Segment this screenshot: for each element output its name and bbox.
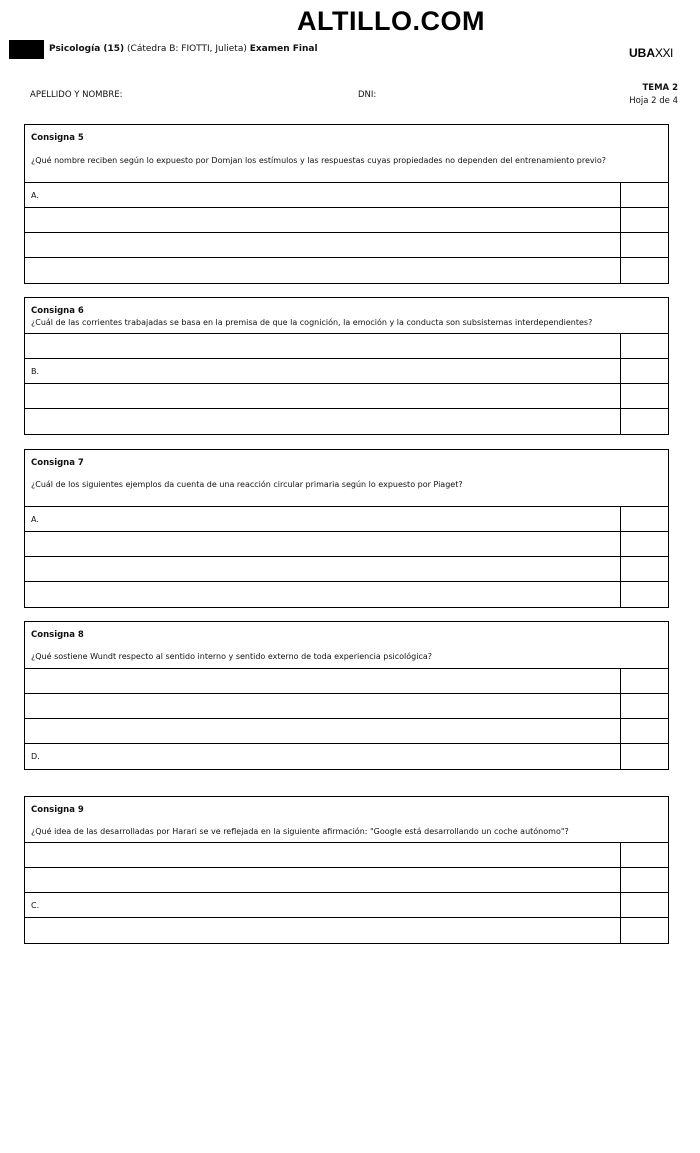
answer-row[interactable]	[25, 507, 668, 532]
consigna-label: Consigna 6	[31, 306, 84, 316]
answer-row[interactable]	[25, 183, 668, 208]
option-letter: A.	[31, 515, 39, 524]
tema-block	[629, 82, 678, 108]
consigna-7	[24, 449, 669, 608]
answer-row[interactable]	[25, 557, 668, 582]
course-name: Psicología (15)	[49, 44, 125, 54]
answer-row[interactable]	[25, 918, 668, 943]
answer-box[interactable]	[622, 258, 668, 283]
consigna-header	[25, 125, 668, 183]
tema-title: TEMA 2	[642, 83, 678, 93]
answer-row[interactable]	[25, 258, 668, 283]
answer-box[interactable]	[622, 669, 668, 693]
answer-row[interactable]	[25, 694, 668, 719]
consigna-6	[24, 297, 669, 435]
consigna-header	[25, 298, 668, 334]
consigna-8	[24, 621, 669, 770]
answer-box[interactable]	[622, 507, 668, 531]
answer-box[interactable]	[622, 334, 668, 358]
answer-row[interactable]	[25, 208, 668, 233]
consigna-header	[25, 450, 668, 507]
option-letter: A.	[31, 191, 39, 200]
answer-row[interactable]	[25, 719, 668, 744]
option-letter: B.	[31, 367, 40, 376]
redaction-box	[9, 40, 44, 59]
consigna-5	[24, 124, 669, 284]
answer-row[interactable]	[25, 669, 668, 694]
consigna-label: Consigna 8	[31, 630, 84, 640]
catedra: (Cátedra B: FIOTTI, Julieta)	[127, 44, 247, 54]
answer-box[interactable]	[622, 719, 668, 743]
answer-box[interactable]	[622, 843, 668, 867]
consigna-header	[25, 622, 668, 669]
answer-box[interactable]	[622, 532, 668, 556]
answer-row[interactable]	[25, 582, 668, 607]
answer-box[interactable]	[622, 557, 668, 581]
answer-box[interactable]	[622, 233, 668, 257]
consigna-question: ¿Qué idea de las desarrolladas por Harari se ve reflejada en la siguiente afirmación: "Google está desarrollando un coche autónomo"?	[31, 827, 569, 836]
page-indicator: Hoja 2 de 4	[629, 96, 678, 106]
consigna-question: ¿Cuál de las corrientes trabajadas se basa en la premisa de que la cognición, la emoción y la conducta son subsistemas interdependientes?	[31, 318, 593, 327]
answer-box[interactable]	[622, 409, 668, 434]
consigna-label: Consigna 7	[31, 458, 84, 468]
consigna-9	[24, 796, 669, 944]
consigna-question: ¿Qué nombre reciben según lo expuesto por Domjan los estímulos y las respuestas cuyas propiedades no dependen del entrenamiento previo?	[31, 156, 606, 165]
answer-row[interactable]	[25, 893, 668, 918]
consigna-question: ¿Cuál de los siguientes ejemplos da cuenta de una reacción circular primaria según lo expuesto por Piaget?	[31, 480, 463, 489]
option-letter: D.	[31, 752, 40, 761]
logo-uba: UBA	[629, 46, 655, 60]
answer-box[interactable]	[622, 694, 668, 718]
consigna-header	[25, 797, 668, 843]
uba-xxi-logo	[629, 46, 673, 60]
answer-box[interactable]	[622, 893, 668, 917]
answer-row[interactable]	[25, 868, 668, 893]
site-title: ALTILLO.COM	[297, 6, 485, 36]
option-letter: C.	[31, 901, 40, 910]
name-label: APELLIDO Y NOMBRE:	[30, 90, 123, 100]
answer-box[interactable]	[622, 918, 668, 943]
answer-box[interactable]	[622, 868, 668, 892]
answer-box[interactable]	[622, 208, 668, 232]
answer-row[interactable]	[25, 233, 668, 258]
exam-title	[49, 44, 318, 54]
dni-label: DNI:	[358, 90, 377, 100]
answer-row[interactable]	[25, 334, 668, 359]
answer-row[interactable]	[25, 409, 668, 434]
answer-row[interactable]	[25, 532, 668, 557]
answer-row[interactable]	[25, 843, 668, 868]
consigna-label: Consigna 9	[31, 805, 84, 815]
exam-type: Examen Final	[249, 44, 318, 54]
answer-row[interactable]	[25, 744, 668, 769]
answer-box[interactable]	[622, 359, 668, 383]
answer-box[interactable]	[622, 384, 668, 408]
answer-row[interactable]	[25, 384, 668, 409]
consigna-label: Consigna 5	[31, 133, 84, 143]
answer-box[interactable]	[622, 582, 668, 607]
answer-row[interactable]	[25, 359, 668, 384]
answer-box[interactable]	[622, 183, 668, 207]
answer-box[interactable]	[622, 744, 668, 769]
logo-xxi: XXI	[655, 46, 673, 60]
consigna-question: ¿Qué sostiene Wundt respecto al sentido interno y sentido externo de toda experiencia psicológica?	[31, 652, 432, 661]
